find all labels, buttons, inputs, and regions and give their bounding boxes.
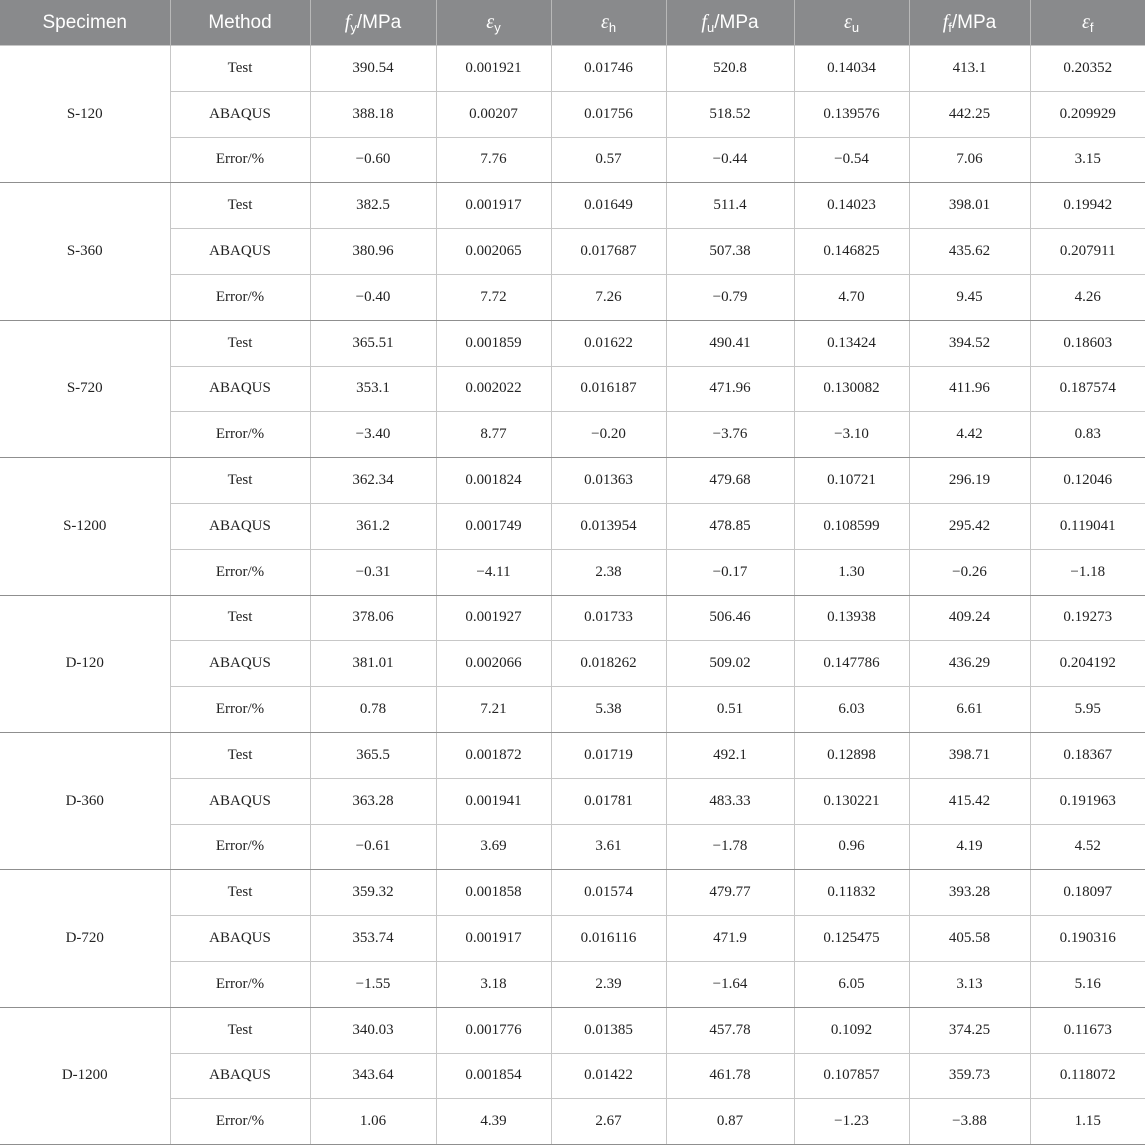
value-cell: 0.01385	[551, 1007, 666, 1053]
specimen-cell: S-720	[0, 320, 170, 457]
value-cell: 2.67	[551, 1099, 666, 1145]
value-cell: 6.05	[794, 961, 909, 1007]
value-cell: 0.002022	[436, 366, 551, 412]
header-fu-unit: /MPa	[714, 11, 759, 33]
header-specimen: Specimen	[0, 0, 170, 46]
value-cell: 365.51	[310, 320, 436, 366]
value-cell: 398.01	[909, 183, 1030, 229]
value-cell: 436.29	[909, 641, 1030, 687]
header-ef	[1030, 0, 1145, 46]
value-cell: 0.147786	[794, 641, 909, 687]
value-cell: 479.68	[666, 458, 794, 504]
value-cell: 0.139576	[794, 91, 909, 137]
value-cell: 393.28	[909, 870, 1030, 916]
value-cell: 8.77	[436, 412, 551, 458]
method-cell: ABAQUS	[170, 229, 310, 275]
method-cell: Test	[170, 458, 310, 504]
value-cell: 518.52	[666, 91, 794, 137]
value-cell: 461.78	[666, 1053, 794, 1099]
method-cell: Error/%	[170, 687, 310, 733]
value-cell: −3.10	[794, 412, 909, 458]
value-cell: 362.34	[310, 458, 436, 504]
value-cell: 0.01574	[551, 870, 666, 916]
header-fu-symbol: f	[701, 10, 707, 33]
header-ff-symbol: f	[942, 10, 949, 33]
header-fy-unit: /MPa	[356, 11, 402, 33]
method-cell: Test	[170, 595, 310, 641]
value-cell: 7.06	[909, 137, 1030, 183]
value-cell: 0.78	[310, 687, 436, 733]
specimen-cell: S-120	[0, 46, 170, 183]
value-cell: 381.01	[310, 641, 436, 687]
value-cell: 7.76	[436, 137, 551, 183]
value-cell: 0.19942	[1030, 183, 1145, 229]
value-cell: 0.190316	[1030, 916, 1145, 962]
table-row	[0, 1007, 1145, 1053]
value-cell: 343.64	[310, 1053, 436, 1099]
value-cell: 4.42	[909, 412, 1030, 458]
method-cell: Test	[170, 732, 310, 778]
value-cell: 0.130221	[794, 778, 909, 824]
table-row	[0, 687, 1145, 733]
value-cell: 0.01756	[551, 91, 666, 137]
value-cell: 0.01719	[551, 732, 666, 778]
header-fu-subscript: u	[706, 19, 715, 35]
value-cell: 3.69	[436, 824, 551, 870]
value-cell: 4.70	[794, 274, 909, 320]
value-cell: 374.25	[909, 1007, 1030, 1053]
value-cell: 7.72	[436, 274, 551, 320]
value-cell: 0.187574	[1030, 366, 1145, 412]
header-eh-subscript: h	[608, 19, 617, 35]
value-cell: 5.16	[1030, 961, 1145, 1007]
value-cell: −0.31	[310, 549, 436, 595]
value-cell: −3.88	[909, 1099, 1030, 1145]
value-cell: 483.33	[666, 778, 794, 824]
value-cell: 380.96	[310, 229, 436, 275]
value-cell: 0.01422	[551, 1053, 666, 1099]
value-cell: −0.40	[310, 274, 436, 320]
header-ff-subscript: f	[948, 19, 952, 35]
value-cell: 492.1	[666, 732, 794, 778]
value-cell: 0.20352	[1030, 46, 1145, 92]
value-cell: 295.42	[909, 503, 1030, 549]
value-cell: 1.06	[310, 1099, 436, 1145]
method-cell: Test	[170, 320, 310, 366]
value-cell: 0.119041	[1030, 503, 1145, 549]
value-cell: 0.001854	[436, 1053, 551, 1099]
method-cell: Test	[170, 46, 310, 92]
value-cell: 457.78	[666, 1007, 794, 1053]
value-cell: 0.001824	[436, 458, 551, 504]
value-cell: 5.95	[1030, 687, 1145, 733]
value-cell: −0.54	[794, 137, 909, 183]
method-cell: Error/%	[170, 549, 310, 595]
table-row	[0, 1053, 1145, 1099]
value-cell: 490.41	[666, 320, 794, 366]
header-fy-symbol: f	[344, 10, 351, 33]
value-cell: 479.77	[666, 870, 794, 916]
table-row	[0, 458, 1145, 504]
value-cell: 296.19	[909, 458, 1030, 504]
value-cell: 413.1	[909, 46, 1030, 92]
value-cell: 4.52	[1030, 824, 1145, 870]
value-cell: −1.64	[666, 961, 794, 1007]
value-cell: 478.85	[666, 503, 794, 549]
table-row	[0, 46, 1145, 92]
value-cell: 0.01746	[551, 46, 666, 92]
value-cell: 0.18367	[1030, 732, 1145, 778]
method-cell: ABAQUS	[170, 641, 310, 687]
table-row	[0, 961, 1145, 1007]
value-cell: 5.38	[551, 687, 666, 733]
value-cell: 7.21	[436, 687, 551, 733]
value-cell: −1.78	[666, 824, 794, 870]
value-cell: −0.79	[666, 274, 794, 320]
value-cell: 0.01733	[551, 595, 666, 641]
value-cell: −0.17	[666, 549, 794, 595]
table-row	[0, 412, 1145, 458]
value-cell: 0.18603	[1030, 320, 1145, 366]
table-row	[0, 870, 1145, 916]
value-cell: 0.11832	[794, 870, 909, 916]
value-cell: 0.18097	[1030, 870, 1145, 916]
header-method: Method	[170, 0, 310, 46]
value-cell: 382.5	[310, 183, 436, 229]
method-cell: ABAQUS	[170, 91, 310, 137]
table-row	[0, 137, 1145, 183]
method-cell: Test	[170, 1007, 310, 1053]
header-eu-symbol: ε	[843, 10, 852, 33]
value-cell: 0.10721	[794, 458, 909, 504]
table-row	[0, 1099, 1145, 1145]
table-row	[0, 229, 1145, 275]
value-cell: 507.38	[666, 229, 794, 275]
method-cell: ABAQUS	[170, 778, 310, 824]
value-cell: 0.87	[666, 1099, 794, 1145]
value-cell: 415.42	[909, 778, 1030, 824]
header-row	[0, 0, 1145, 46]
value-cell: 0.83	[1030, 412, 1145, 458]
value-cell: 0.204192	[1030, 641, 1145, 687]
value-cell: 398.71	[909, 732, 1030, 778]
value-cell: −1.18	[1030, 549, 1145, 595]
value-cell: −0.20	[551, 412, 666, 458]
table-row	[0, 824, 1145, 870]
value-cell: 0.01781	[551, 778, 666, 824]
value-cell: 2.38	[551, 549, 666, 595]
table-row	[0, 320, 1145, 366]
value-cell: 511.4	[666, 183, 794, 229]
value-cell: 0.118072	[1030, 1053, 1145, 1099]
value-cell: −0.61	[310, 824, 436, 870]
value-cell: 0.209929	[1030, 91, 1145, 137]
value-cell: 411.96	[909, 366, 1030, 412]
value-cell: 3.13	[909, 961, 1030, 1007]
value-cell: 435.62	[909, 229, 1030, 275]
value-cell: 2.39	[551, 961, 666, 1007]
value-cell: 520.8	[666, 46, 794, 92]
value-cell: 0.19273	[1030, 595, 1145, 641]
value-cell: −3.40	[310, 412, 436, 458]
value-cell: 0.00207	[436, 91, 551, 137]
value-cell: −1.55	[310, 961, 436, 1007]
header-eh-symbol: ε	[600, 10, 609, 33]
table-row	[0, 916, 1145, 962]
value-cell: 3.61	[551, 824, 666, 870]
header-eu	[794, 0, 909, 46]
value-cell: 0.001927	[436, 595, 551, 641]
value-cell: 6.61	[909, 687, 1030, 733]
method-cell: Error/%	[170, 961, 310, 1007]
method-cell: ABAQUS	[170, 366, 310, 412]
specimen-cell: D-720	[0, 870, 170, 1007]
table-row	[0, 91, 1145, 137]
value-cell: 365.5	[310, 732, 436, 778]
table-row	[0, 503, 1145, 549]
value-cell: 1.30	[794, 549, 909, 595]
value-cell: 363.28	[310, 778, 436, 824]
value-cell: 0.130082	[794, 366, 909, 412]
value-cell: 340.03	[310, 1007, 436, 1053]
value-cell: 0.001859	[436, 320, 551, 366]
specimen-cell: D-1200	[0, 1007, 170, 1144]
value-cell: 0.001941	[436, 778, 551, 824]
method-cell: Error/%	[170, 412, 310, 458]
value-cell: 0.001917	[436, 916, 551, 962]
header-ef-symbol: ε	[1081, 10, 1090, 33]
value-cell: 0.125475	[794, 916, 909, 962]
method-cell: Error/%	[170, 1099, 310, 1145]
value-cell: 0.001776	[436, 1007, 551, 1053]
method-cell: Error/%	[170, 824, 310, 870]
value-cell: 361.2	[310, 503, 436, 549]
value-cell: 0.001921	[436, 46, 551, 92]
header-ey-subscript: y	[494, 19, 501, 35]
value-cell: 0.96	[794, 824, 909, 870]
value-cell: 0.002065	[436, 229, 551, 275]
value-cell: 0.01622	[551, 320, 666, 366]
header-fu	[666, 0, 794, 46]
method-cell: ABAQUS	[170, 916, 310, 962]
value-cell: 353.74	[310, 916, 436, 962]
value-cell: 405.58	[909, 916, 1030, 962]
value-cell: 0.12046	[1030, 458, 1145, 504]
value-cell: 0.13424	[794, 320, 909, 366]
table-row	[0, 549, 1145, 595]
value-cell: 0.57	[551, 137, 666, 183]
value-cell: 4.26	[1030, 274, 1145, 320]
table-row	[0, 183, 1145, 229]
value-cell: 390.54	[310, 46, 436, 92]
header-fy	[310, 0, 436, 46]
value-cell: 0.108599	[794, 503, 909, 549]
header-ef-subscript: f	[1089, 19, 1094, 35]
value-cell: 0.146825	[794, 229, 909, 275]
value-cell: 3.15	[1030, 137, 1145, 183]
table-row	[0, 274, 1145, 320]
value-cell: 0.016116	[551, 916, 666, 962]
value-cell: 0.51	[666, 687, 794, 733]
specimen-cell: S-1200	[0, 458, 170, 595]
value-cell: 0.016187	[551, 366, 666, 412]
method-cell: Test	[170, 183, 310, 229]
value-cell: 7.26	[551, 274, 666, 320]
value-cell: 409.24	[909, 595, 1030, 641]
value-cell: 0.013954	[551, 503, 666, 549]
table-body	[0, 46, 1145, 1145]
value-cell: 0.01363	[551, 458, 666, 504]
method-cell: ABAQUS	[170, 503, 310, 549]
header-fy-subscript: y	[350, 19, 357, 35]
value-cell: 506.46	[666, 595, 794, 641]
value-cell: 353.1	[310, 366, 436, 412]
header-ff-unit: /MPa	[951, 11, 997, 33]
value-cell: 6.03	[794, 687, 909, 733]
value-cell: 0.12898	[794, 732, 909, 778]
header-ff	[909, 0, 1030, 46]
specimen-cell: D-360	[0, 732, 170, 869]
specimen-cell: S-360	[0, 183, 170, 320]
value-cell: 1.15	[1030, 1099, 1145, 1145]
value-cell: −0.44	[666, 137, 794, 183]
table-row	[0, 732, 1145, 778]
method-cell: Test	[170, 870, 310, 916]
value-cell: 0.001749	[436, 503, 551, 549]
header-eu-subscript: u	[851, 19, 860, 35]
value-cell: 359.32	[310, 870, 436, 916]
value-cell: 0.207911	[1030, 229, 1145, 275]
table-row	[0, 778, 1145, 824]
method-cell: Error/%	[170, 274, 310, 320]
value-cell: 509.02	[666, 641, 794, 687]
value-cell: 0.107857	[794, 1053, 909, 1099]
header-ey	[436, 0, 551, 46]
method-cell: ABAQUS	[170, 1053, 310, 1099]
value-cell: 0.001872	[436, 732, 551, 778]
value-cell: 0.01649	[551, 183, 666, 229]
value-cell: 0.002066	[436, 641, 551, 687]
table-row	[0, 641, 1145, 687]
header-eh	[551, 0, 666, 46]
value-cell: 0.13938	[794, 595, 909, 641]
value-cell: −4.11	[436, 549, 551, 595]
value-cell: −3.76	[666, 412, 794, 458]
specimen-cell: D-120	[0, 595, 170, 732]
value-cell: 0.191963	[1030, 778, 1145, 824]
table-row	[0, 366, 1145, 412]
value-cell: 394.52	[909, 320, 1030, 366]
value-cell: 4.19	[909, 824, 1030, 870]
value-cell: 0.017687	[551, 229, 666, 275]
value-cell: 388.18	[310, 91, 436, 137]
value-cell: 0.001858	[436, 870, 551, 916]
value-cell: 471.96	[666, 366, 794, 412]
value-cell: 0.018262	[551, 641, 666, 687]
value-cell: 9.45	[909, 274, 1030, 320]
table-header	[0, 0, 1145, 46]
value-cell: −0.26	[909, 549, 1030, 595]
value-cell: 0.14034	[794, 46, 909, 92]
value-cell: −0.60	[310, 137, 436, 183]
value-cell: 0.11673	[1030, 1007, 1145, 1053]
value-cell: 378.06	[310, 595, 436, 641]
table-row	[0, 595, 1145, 641]
value-cell: 0.001917	[436, 183, 551, 229]
value-cell: 359.73	[909, 1053, 1030, 1099]
header-ey-symbol: ε	[486, 10, 495, 33]
value-cell: 471.9	[666, 916, 794, 962]
value-cell: −1.23	[794, 1099, 909, 1145]
value-cell: 442.25	[909, 91, 1030, 137]
value-cell: 4.39	[436, 1099, 551, 1145]
value-cell: 0.1092	[794, 1007, 909, 1053]
method-cell: Error/%	[170, 137, 310, 183]
value-cell: 3.18	[436, 961, 551, 1007]
value-cell: 0.14023	[794, 183, 909, 229]
